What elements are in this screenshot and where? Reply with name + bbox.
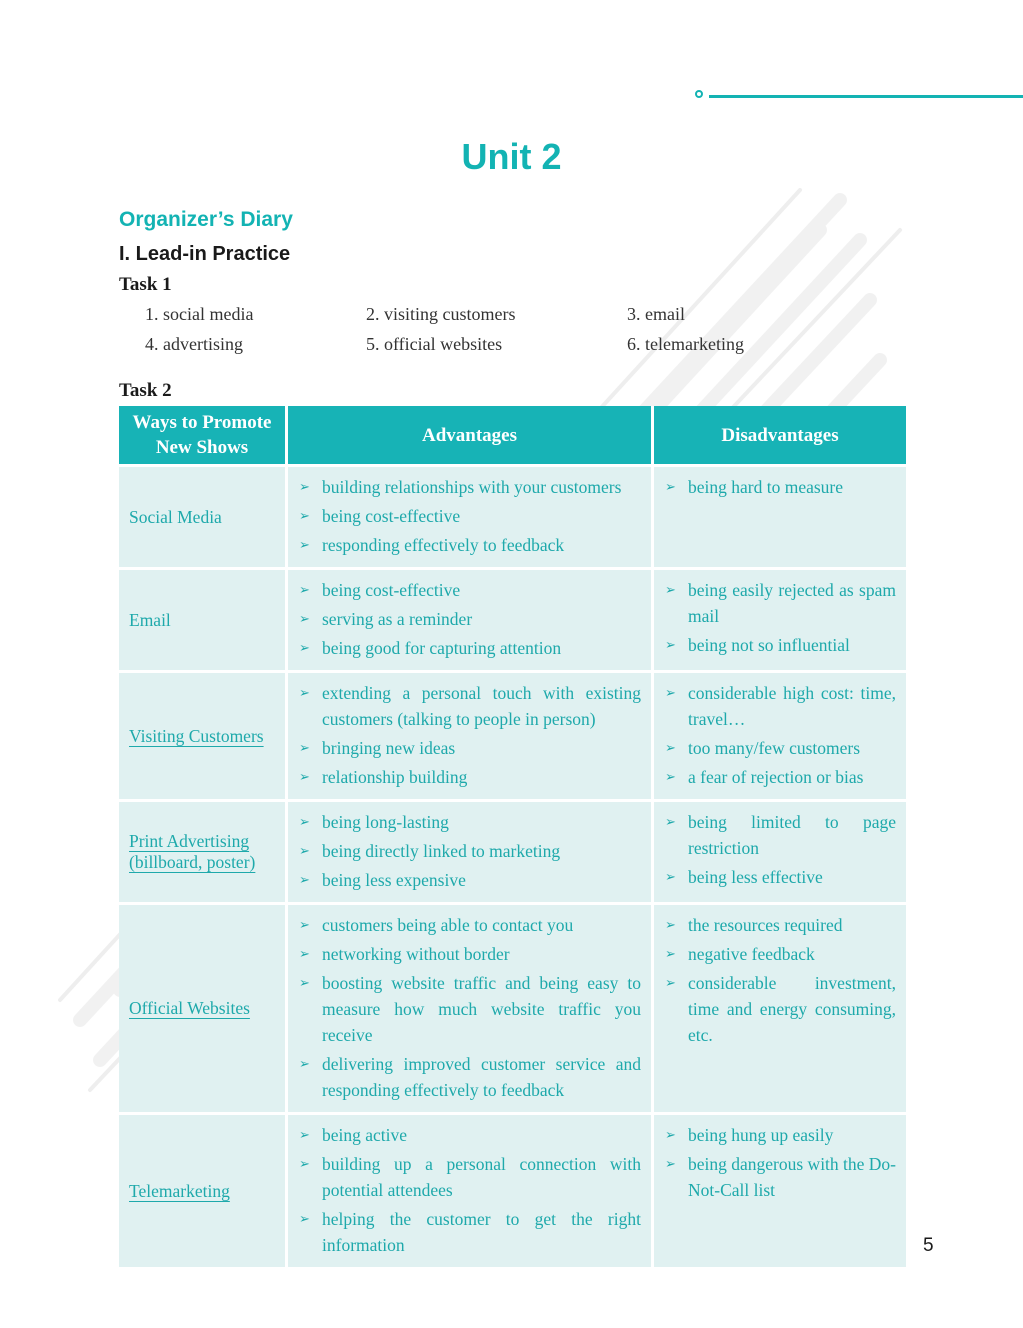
- disadvantages-cell: [654, 570, 906, 673]
- way-cell: [119, 570, 288, 673]
- way-cell: [119, 802, 288, 905]
- list-item: ➢ boosting website traffic and being easy to measure how much website traffic you receive: [298, 970, 641, 1048]
- header-ways-line1: Ways to Promote: [132, 412, 272, 433]
- way-name: Print Advertising: [129, 831, 250, 851]
- arrow-bullet-icon: ➢: [665, 479, 676, 494]
- task2-label: Task 2: [119, 380, 172, 401]
- table-row: [119, 905, 906, 1115]
- answer-item: 2. visiting customers: [366, 304, 516, 324]
- disadvantages-cell: [654, 673, 906, 802]
- list-item: ➢ being dangerous with the Do-Not-Call list: [664, 1151, 896, 1203]
- list-item: ➢ being active: [298, 1122, 641, 1148]
- table-header-row: [119, 406, 906, 467]
- header-circle-icon: [695, 90, 703, 98]
- way-name-detail: (billboard, poster): [129, 852, 256, 872]
- list-item: ➢ bringing new ideas: [298, 735, 641, 761]
- arrow-bullet-icon: ➢: [299, 872, 310, 887]
- arrow-bullet-icon: ➢: [665, 975, 676, 990]
- answer-item: 1. social media: [145, 304, 254, 324]
- unit-title: Unit 2: [461, 136, 562, 177]
- arrow-bullet-icon: ➢: [299, 843, 310, 858]
- list-item: ➢ customers being able to contact you: [298, 912, 641, 938]
- way-cell: [119, 673, 288, 802]
- list-item: ➢ building relationships with your customers: [298, 474, 641, 500]
- header-line: [709, 95, 1023, 98]
- header-advantages: Advantages: [288, 406, 654, 467]
- arrow-bullet-icon: ➢: [665, 637, 676, 652]
- arrow-bullet-icon: ➢: [665, 917, 676, 932]
- arrow-bullet-icon: ➢: [299, 814, 310, 829]
- advantages-cell: [288, 467, 654, 570]
- answer-item: 4. advertising: [145, 334, 243, 354]
- arrow-bullet-icon: ➢: [299, 508, 310, 523]
- list-item: ➢ too many/few customers: [664, 735, 896, 761]
- list-item: ➢ being long-lasting: [298, 809, 641, 835]
- arrow-bullet-icon: ➢: [299, 975, 310, 990]
- arrow-bullet-icon: ➢: [665, 685, 676, 700]
- list-item: ➢ being directly linked to marketing: [298, 838, 641, 864]
- arrow-bullet-icon: ➢: [665, 582, 676, 597]
- advantages-cell: [288, 1115, 654, 1270]
- advantages-cell: [288, 673, 654, 802]
- disadvantages-cell: [654, 467, 906, 570]
- disadvantages-cell: [654, 802, 906, 905]
- list-item: ➢ being less expensive: [298, 867, 641, 893]
- arrow-bullet-icon: ➢: [299, 611, 310, 626]
- list-item: ➢ networking without border: [298, 941, 641, 967]
- list-item: ➢ negative feedback: [664, 941, 896, 967]
- list-item: ➢ being cost-effective: [298, 577, 641, 603]
- list-item: ➢ being easily rejected as spam mail: [664, 577, 896, 629]
- section-title: Organizer’s Diary: [119, 208, 293, 231]
- task1-label: Task 1: [119, 274, 172, 295]
- list-item: ➢ delivering improved customer service and responding effectively to feedback: [298, 1051, 641, 1103]
- list-item: ➢ building up a personal connection with potential attendees: [298, 1151, 641, 1203]
- arrow-bullet-icon: ➢: [299, 1056, 310, 1071]
- list-item: ➢ helping the customer to get the right information: [298, 1206, 641, 1258]
- way-cell: [119, 467, 288, 570]
- arrow-bullet-icon: ➢: [665, 1127, 676, 1142]
- list-item: ➢ considerable high cost: time, travel…: [664, 680, 896, 732]
- arrow-bullet-icon: ➢: [665, 946, 676, 961]
- promotion-table: [119, 406, 906, 1270]
- list-item: ➢ being limited to page restriction: [664, 809, 896, 861]
- table-row: [119, 467, 906, 570]
- list-item: ➢ being less effective: [664, 864, 896, 890]
- arrow-bullet-icon: ➢: [299, 917, 310, 932]
- way-name: Social Media: [129, 506, 222, 527]
- page-number: 5: [923, 1235, 934, 1256]
- list-item: ➢ being hung up easily: [664, 1122, 896, 1148]
- advantages-cell: [288, 905, 654, 1115]
- arrow-bullet-icon: ➢: [299, 769, 310, 784]
- list-item: ➢ being cost-effective: [298, 503, 641, 529]
- disadvantages-cell: [654, 1115, 906, 1270]
- list-item: ➢ responding effectively to feedback: [298, 532, 641, 558]
- arrow-bullet-icon: ➢: [299, 1156, 310, 1171]
- arrow-bullet-icon: ➢: [299, 479, 310, 494]
- arrow-bullet-icon: ➢: [299, 1211, 310, 1226]
- advantages-cell: [288, 802, 654, 905]
- answer-item: 5. official websites: [366, 334, 503, 354]
- table-row: [119, 1115, 906, 1270]
- way-name: Official Websites: [129, 998, 250, 1018]
- arrow-bullet-icon: ➢: [299, 582, 310, 597]
- list-item: ➢ serving as a reminder: [298, 606, 641, 632]
- arrow-bullet-icon: ➢: [665, 769, 676, 784]
- header-ways-line2: New Shows: [155, 437, 249, 458]
- table-row: [119, 570, 906, 673]
- list-item: ➢ the resources required: [664, 912, 896, 938]
- way-name: Telemarketing: [129, 1180, 230, 1201]
- answer-item: 6. telemarketing: [627, 334, 744, 354]
- arrow-bullet-icon: ➢: [299, 537, 310, 552]
- arrow-bullet-icon: ➢: [299, 640, 310, 655]
- list-item: ➢ a fear of rejection or bias: [664, 764, 896, 790]
- header-rule: [695, 90, 1023, 98]
- table-row: [119, 673, 906, 802]
- list-item: ➢ considerable investment, time and energy consuming, etc.: [664, 970, 896, 1048]
- disadvantages-cell: [654, 905, 906, 1115]
- way-name: Email: [129, 609, 171, 630]
- list-item: ➢ being hard to measure: [664, 474, 896, 500]
- arrow-bullet-icon: ➢: [665, 869, 676, 884]
- table-row: [119, 802, 906, 905]
- way-cell: [119, 905, 288, 1115]
- advantages-cell: [288, 570, 654, 673]
- arrow-bullet-icon: ➢: [299, 1127, 310, 1142]
- arrow-bullet-icon: ➢: [665, 740, 676, 755]
- list-item: ➢ being good for capturing attention: [298, 635, 641, 661]
- list-item: ➢ relationship building: [298, 764, 641, 790]
- answer-item: 3. email: [627, 304, 685, 324]
- list-item: ➢ being not so influential: [664, 632, 896, 658]
- list-item: ➢ extending a personal touch with existing customers (talking to people in person): [298, 680, 641, 732]
- way-name: Visiting Customers: [129, 725, 264, 746]
- arrow-bullet-icon: ➢: [665, 1156, 676, 1171]
- arrow-bullet-icon: ➢: [299, 740, 310, 755]
- arrow-bullet-icon: ➢: [665, 814, 676, 829]
- way-cell: [119, 1115, 288, 1270]
- subsection-title: I. Lead-in Practice: [119, 243, 291, 265]
- header-disadvantages: Disadvantages: [654, 406, 906, 467]
- arrow-bullet-icon: ➢: [299, 685, 310, 700]
- header-ways: [119, 406, 288, 467]
- arrow-bullet-icon: ➢: [299, 946, 310, 961]
